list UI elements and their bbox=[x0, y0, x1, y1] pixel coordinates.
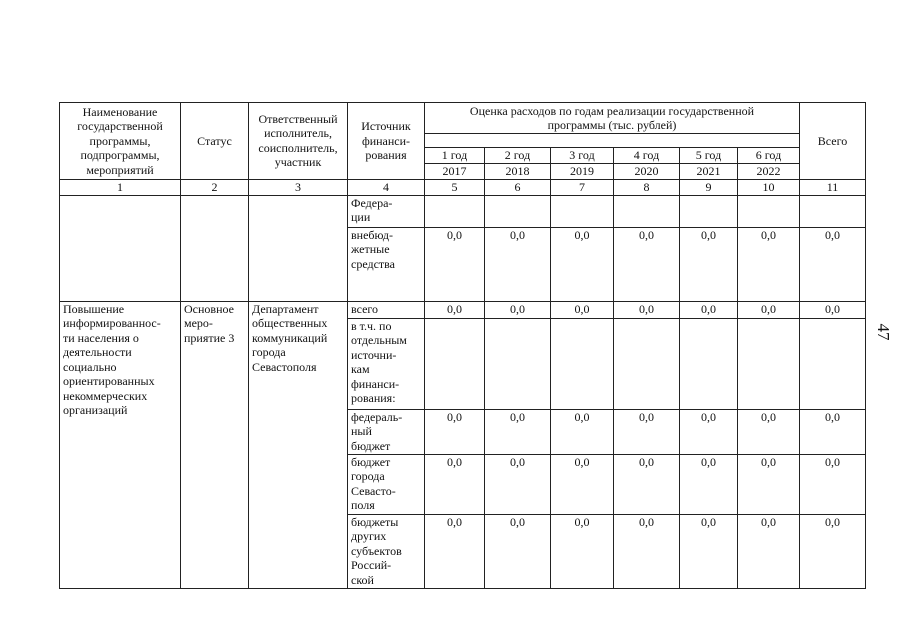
value-cell: 0,0 bbox=[738, 514, 800, 588]
value-cell bbox=[738, 195, 800, 227]
source-cell: Федера- ции bbox=[348, 195, 425, 227]
value-cell: 0,0 bbox=[614, 454, 680, 514]
source-cell: в т.ч. по отдельным источни- кам финанси- рования: bbox=[348, 318, 425, 409]
value-cell: 0,0 bbox=[425, 301, 485, 318]
source-cell: всего bbox=[348, 301, 425, 318]
column-number: 4 bbox=[348, 179, 425, 195]
source-cell: внебюд- жетные средства bbox=[348, 227, 425, 301]
year-label: 3 год bbox=[551, 148, 614, 164]
page-number: 47 bbox=[874, 323, 893, 341]
value-cell bbox=[738, 318, 800, 409]
value-cell: 0,0 bbox=[614, 227, 680, 301]
column-numbers-row bbox=[60, 179, 866, 195]
column-number: 5 bbox=[425, 179, 485, 195]
value-cell bbox=[680, 195, 738, 227]
value-cell: 0,0 bbox=[800, 454, 866, 514]
value-cell: 0,0 bbox=[485, 514, 551, 588]
year-value: 2020 bbox=[614, 163, 680, 179]
value-cell bbox=[680, 318, 738, 409]
header-row bbox=[60, 103, 866, 134]
value-cell: 0,0 bbox=[485, 409, 551, 454]
value-cell: 0,0 bbox=[425, 514, 485, 588]
value-cell: 0,0 bbox=[800, 301, 866, 318]
column-number: 3 bbox=[249, 179, 348, 195]
value-cell: 0,0 bbox=[680, 409, 738, 454]
value-cell: 0,0 bbox=[680, 301, 738, 318]
column-number: 1 bbox=[60, 179, 181, 195]
value-cell bbox=[800, 318, 866, 409]
value-cell bbox=[485, 195, 551, 227]
header-status: Статус bbox=[181, 103, 249, 180]
source-cell: федераль- ный бюджет bbox=[348, 409, 425, 454]
value-cell bbox=[614, 195, 680, 227]
source-cell: бюджет города Севасто- поля bbox=[348, 454, 425, 514]
year-value: 2021 bbox=[680, 163, 738, 179]
value-cell: 0,0 bbox=[800, 409, 866, 454]
value-cell: 0,0 bbox=[614, 514, 680, 588]
value-cell: 0,0 bbox=[425, 409, 485, 454]
value-cell: 0,0 bbox=[425, 227, 485, 301]
value-cell: 0,0 bbox=[551, 227, 614, 301]
column-number: 11 bbox=[800, 179, 866, 195]
value-cell bbox=[425, 318, 485, 409]
year-label: 6 год bbox=[738, 148, 800, 164]
value-cell: 0,0 bbox=[738, 409, 800, 454]
header-total: Всего bbox=[800, 103, 866, 180]
value-cell: 0,0 bbox=[680, 514, 738, 588]
value-cell: 0,0 bbox=[551, 409, 614, 454]
year-label: 4 год bbox=[614, 148, 680, 164]
value-cell: 0,0 bbox=[614, 409, 680, 454]
value-cell: 0,0 bbox=[800, 227, 866, 301]
value-cell bbox=[614, 318, 680, 409]
header-estimate: Оценка расходов по годам реализации государственной программы (тыс. рублей) bbox=[425, 103, 800, 134]
value-cell bbox=[425, 195, 485, 227]
year-label: 2 год bbox=[485, 148, 551, 164]
budget-table bbox=[59, 102, 866, 589]
value-cell bbox=[800, 195, 866, 227]
activity-responsible-cell: Департамент общественных коммуникаций города Севастополя bbox=[249, 301, 348, 588]
value-cell: 0,0 bbox=[551, 514, 614, 588]
value-cell: 0,0 bbox=[425, 454, 485, 514]
header-source: Источник финанси- рования bbox=[348, 103, 425, 180]
year-value: 2022 bbox=[738, 163, 800, 179]
year-value: 2017 bbox=[425, 163, 485, 179]
header-responsible: Ответственный исполнитель, соисполнитель, участник bbox=[249, 103, 348, 180]
continued-name-cell bbox=[60, 195, 181, 301]
value-cell: 0,0 bbox=[800, 514, 866, 588]
source-cell: бюджеты других субъектов Россий- ской bbox=[348, 514, 425, 588]
column-number: 9 bbox=[680, 179, 738, 195]
value-cell: 0,0 bbox=[485, 227, 551, 301]
value-cell: 0,0 bbox=[738, 301, 800, 318]
column-number: 7 bbox=[551, 179, 614, 195]
column-number: 10 bbox=[738, 179, 800, 195]
column-number: 2 bbox=[181, 179, 249, 195]
value-cell: 0,0 bbox=[551, 301, 614, 318]
value-cell: 0,0 bbox=[485, 454, 551, 514]
column-number: 8 bbox=[614, 179, 680, 195]
year-value: 2019 bbox=[551, 163, 614, 179]
value-cell: 0,0 bbox=[738, 227, 800, 301]
year-value: 2018 bbox=[485, 163, 551, 179]
table-row bbox=[60, 195, 866, 227]
column-number: 6 bbox=[485, 179, 551, 195]
value-cell: 0,0 bbox=[551, 454, 614, 514]
value-cell bbox=[485, 318, 551, 409]
continued-status-cell bbox=[181, 195, 249, 301]
year-label: 1 год bbox=[425, 148, 485, 164]
activity-name-cell: Повышение информированнос- ти населения о деятельности социально ориентированных некоммерческих организаций bbox=[60, 301, 181, 588]
continued-responsible-cell bbox=[249, 195, 348, 301]
table-row bbox=[60, 301, 866, 318]
value-cell: 0,0 bbox=[485, 301, 551, 318]
header-spacer bbox=[425, 134, 800, 148]
value-cell: 0,0 bbox=[680, 227, 738, 301]
year-label: 5 год bbox=[680, 148, 738, 164]
header-name: Наименование государственной программы, подпрограммы, мероприятий bbox=[60, 103, 181, 180]
value-cell: 0,0 bbox=[738, 454, 800, 514]
value-cell bbox=[551, 318, 614, 409]
value-cell: 0,0 bbox=[614, 301, 680, 318]
value-cell: 0,0 bbox=[680, 454, 738, 514]
activity-status-cell: Основное меро- приятие 3 bbox=[181, 301, 249, 588]
value-cell bbox=[551, 195, 614, 227]
